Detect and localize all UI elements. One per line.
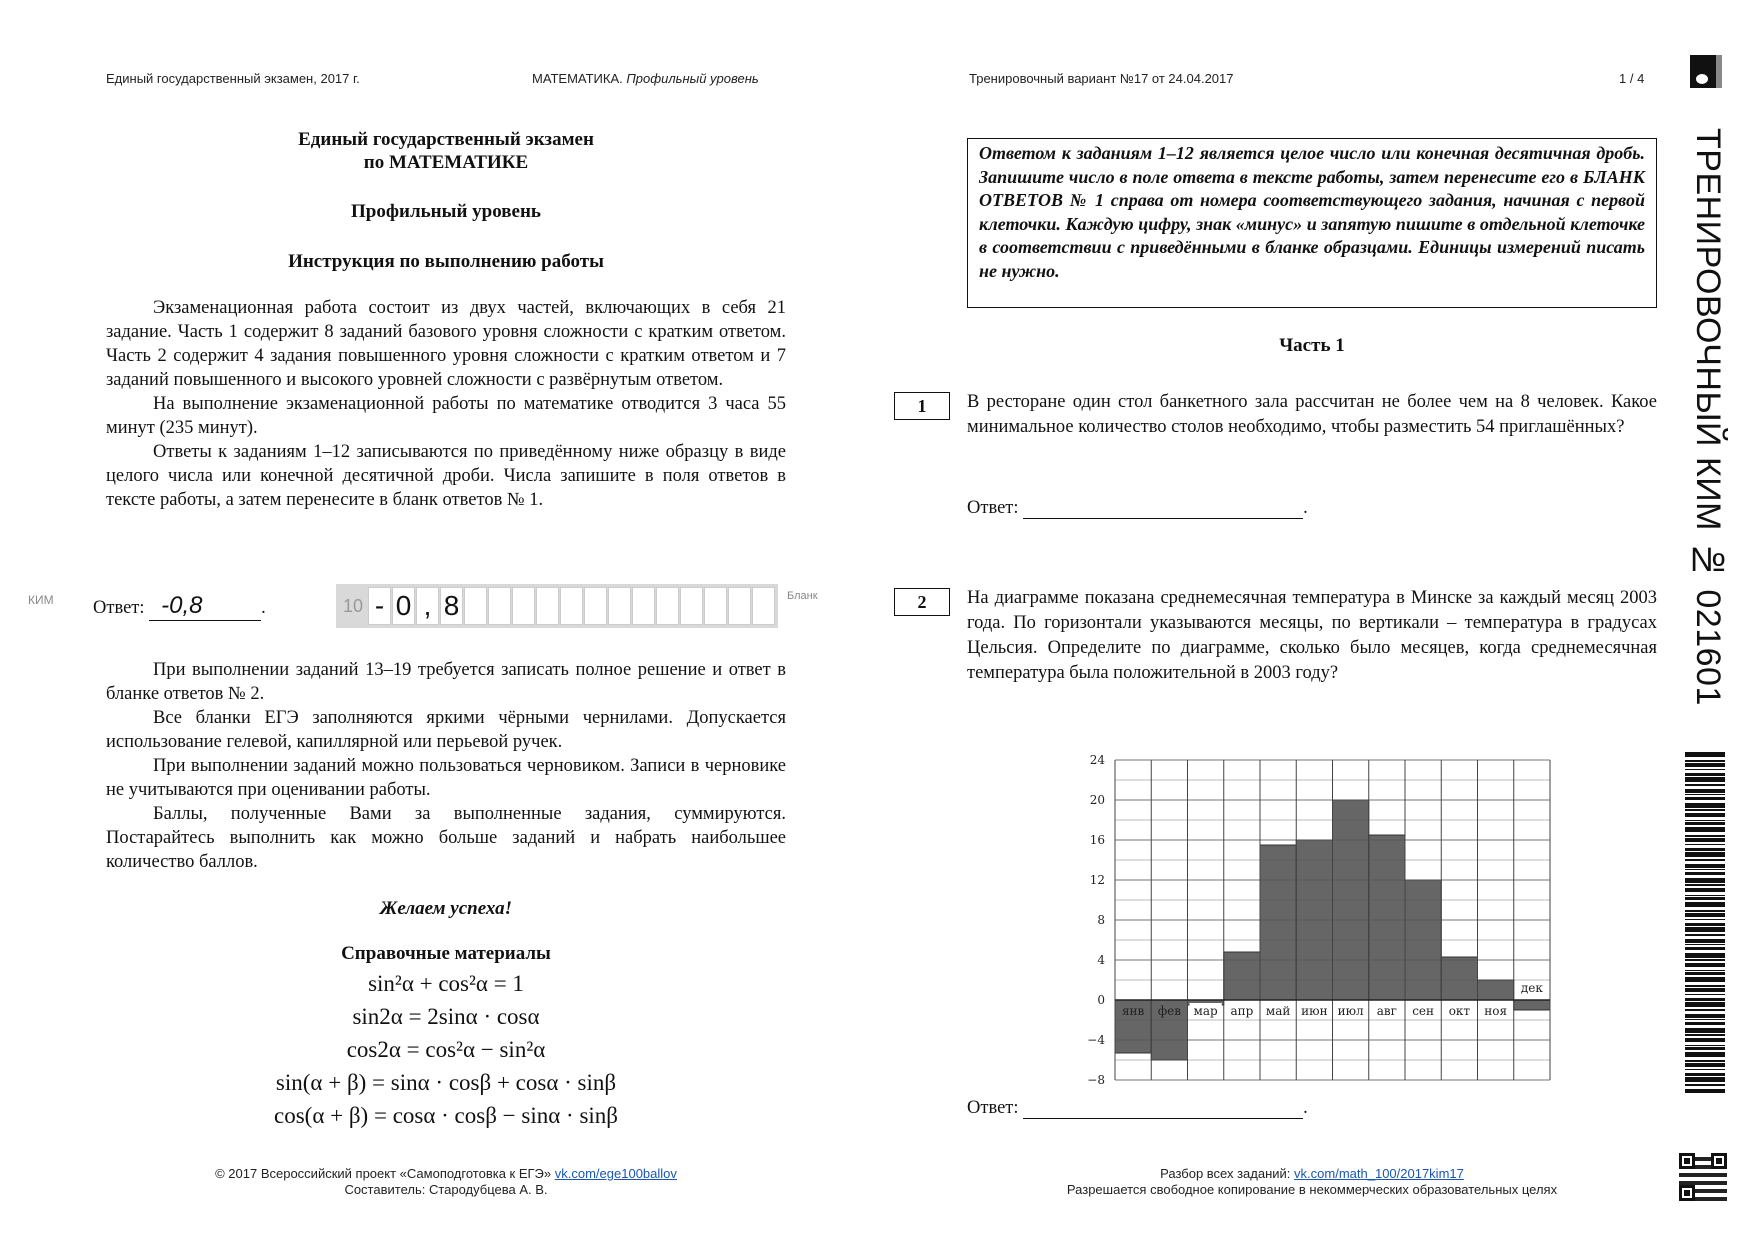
y-tick-label: 8 bbox=[1097, 913, 1105, 927]
blank-label: Бланк bbox=[787, 590, 818, 602]
month-label: апр bbox=[1230, 1004, 1254, 1018]
instructions-heading: Инструкция по выполнению работы bbox=[288, 251, 604, 272]
month-label: окт bbox=[1448, 1004, 1471, 1018]
y-tick-label: 4 bbox=[1097, 953, 1105, 967]
instructions-paragraph: На выполнение экзаменационной работы по математике отводится 3 часа 55 минут (235 минут). bbox=[106, 394, 786, 438]
answer-field-1[interactable] bbox=[1023, 498, 1303, 519]
page-number: 1 / 4 bbox=[1619, 71, 1645, 86]
footer-right bbox=[967, 1166, 1657, 1198]
chart-bar bbox=[1478, 980, 1514, 1000]
answer-form-cell bbox=[632, 587, 655, 625]
author-text: Составитель: Стародубцева А. В. bbox=[344, 1182, 548, 1197]
month-label: авг bbox=[1376, 1004, 1397, 1018]
y-tick-label: 16 bbox=[1089, 833, 1105, 847]
answer-form-cell: 0 bbox=[392, 587, 415, 625]
month-label: янв bbox=[1121, 1004, 1145, 1018]
header-subject-name: МАТЕМАТИКА. bbox=[532, 71, 623, 86]
instructions-paragraph: Экзаменационная работа состоит из двух частей, включающих в себя 21 задание. Часть 1 содержит 8 заданий базового уровня сложности с кратким ответом. Часть 2 содержит 4 задания повышенного уровня сложности с кратким ответом и 7 заданий повышенного и высокого уровней сложности с развёрнутым ответом. bbox=[106, 298, 786, 390]
sample-answer: Ответ: -0,8 . bbox=[93, 592, 266, 619]
sample-answer-value: -0,8 bbox=[161, 592, 203, 619]
answer-form-cell bbox=[656, 587, 679, 625]
answer-form-cell bbox=[584, 587, 607, 625]
sample-answer-label: Ответ: bbox=[93, 598, 145, 618]
chart-bar bbox=[1260, 845, 1296, 1000]
task-text-2: На диаграмме показана среднемесячная температура в Минске за каждый месяц 2003 года. По горизонтали указываются месяцы, по вертикали – температура в градусах Цельсия. Определите по диаграмме, сколько было месяцев, когда среднемесячная температура была положительной в 2003 году? bbox=[967, 588, 1657, 683]
header-subject bbox=[532, 71, 759, 86]
answer-form-cell bbox=[752, 587, 775, 625]
review-text: Разбор всех заданий: bbox=[1160, 1166, 1291, 1181]
answer-form-cell bbox=[488, 587, 511, 625]
month-label: июл bbox=[1337, 1004, 1364, 1018]
level-heading: Профильный уровень bbox=[351, 201, 541, 222]
sample-answer-line bbox=[149, 592, 261, 621]
task-answer-1: Ответ: . bbox=[967, 498, 1308, 518]
answer-form-cell: - bbox=[368, 587, 391, 625]
kim-label: КИМ bbox=[28, 593, 54, 607]
answer-form-cell bbox=[728, 587, 751, 625]
answer-form-cell bbox=[704, 587, 727, 625]
answer-field-2[interactable] bbox=[1023, 1098, 1303, 1119]
footer-right-line1 bbox=[967, 1166, 1657, 1182]
y-tick-label: 0 bbox=[1097, 993, 1105, 1007]
footer-left bbox=[106, 1166, 786, 1198]
instructions-paragraph: При выполнении заданий можно пользоваться черновиком. Записи в черновике не учитываются при оценивании работы. bbox=[106, 756, 786, 800]
chart-bar bbox=[1514, 1000, 1550, 1010]
y-tick-label: 24 bbox=[1089, 753, 1105, 767]
answer-form-cell: , bbox=[416, 587, 439, 625]
reference-formulas bbox=[106, 967, 786, 1132]
doc-title bbox=[106, 128, 786, 174]
part-title: Часть 1 bbox=[1279, 335, 1345, 356]
corner-marker-icon bbox=[1690, 55, 1716, 88]
license-text: Разрешается свободное копирование в некоммерческих образовательных целях bbox=[1066, 1182, 1558, 1197]
task-number-1: 1 bbox=[894, 392, 950, 420]
month-label: май bbox=[1265, 1004, 1291, 1018]
wish-text: Желаем успеха! bbox=[379, 898, 513, 919]
instructions-block-2 bbox=[106, 658, 786, 874]
month-label: дек bbox=[1520, 981, 1543, 995]
answer-form-sample bbox=[336, 584, 778, 628]
answer-form-cell bbox=[536, 587, 559, 625]
instructions-paragraph: Ответы к заданиям 1–12 записываются по приведённому ниже образцу в виде целого числа или конечной десятичной дроби. Числа запишите в поля ответов в тексте работы, а затем перенесите в бланк ответов № 1. bbox=[106, 442, 786, 510]
instructions-block-1 bbox=[106, 296, 786, 512]
vk-link-math100[interactable]: vk.com/math_100/2017kim17 bbox=[1294, 1166, 1464, 1181]
vertical-kim-title: ТРЕНИРОВОЧНЫЙ КИМ № 021601 bbox=[1689, 128, 1727, 706]
formula: cos(α + β) = cosα · cosβ − sinα · sinβ bbox=[274, 1103, 618, 1128]
formula: sin(α + β) = sinα · cosβ + cosα · sinβ bbox=[275, 1070, 617, 1095]
doc-title-line1: Единый государственный экзамен bbox=[298, 129, 594, 150]
answer-form-cell bbox=[512, 587, 535, 625]
instructions-paragraph: При выполнении заданий 13–19 требуется записать полное решение и ответ в бланке ответов № 2. bbox=[106, 660, 786, 704]
answer-form-cell bbox=[560, 587, 583, 625]
header-exam-name: Единый государственный экзамен, 2017 г. bbox=[106, 71, 360, 86]
y-tick-label: −8 bbox=[1087, 1073, 1105, 1087]
month-label: мар bbox=[1193, 1004, 1218, 1018]
instructions-paragraph: Баллы, полученные Вами за выполненные задания, суммируются. Постарайтесь выполнить как можно больше заданий и набрать наибольшее количество баллов. bbox=[106, 804, 786, 872]
task-number-2: 2 bbox=[894, 588, 950, 616]
task-answer-2: Ответ: . bbox=[967, 1098, 1308, 1118]
y-tick-label: 12 bbox=[1089, 873, 1105, 887]
barcode-icon bbox=[1683, 752, 1727, 1097]
formula: cos2α = cos²α − sin²α bbox=[346, 1037, 546, 1062]
answer-form-cell bbox=[680, 587, 703, 625]
answer-form-cell bbox=[608, 587, 631, 625]
answer-label: Ответ: bbox=[967, 498, 1019, 518]
chart-bar bbox=[1224, 952, 1260, 1000]
copyright-text: © 2017 Всероссийский проект «Самоподготовка к ЕГЭ» bbox=[215, 1166, 552, 1181]
header-subject-level: Профильный уровень bbox=[626, 71, 759, 86]
month-label: ноя bbox=[1484, 1004, 1508, 1018]
month-label: июн bbox=[1301, 1004, 1328, 1018]
formula: sin²α + cos²α = 1 bbox=[368, 971, 524, 996]
vk-link-ege100ballov[interactable]: vk.com/ege100ballov bbox=[554, 1166, 677, 1181]
answer-label: Ответ: bbox=[967, 1098, 1019, 1118]
answer-form-cell: 8 bbox=[440, 587, 463, 625]
footer-left-line1 bbox=[106, 1166, 786, 1182]
answer-form-label: 10 bbox=[342, 595, 364, 616]
formula: sin2α = 2sinα · cosα bbox=[352, 1004, 540, 1029]
qr-code-icon bbox=[1678, 1152, 1728, 1202]
y-tick-label: −4 bbox=[1087, 1033, 1105, 1047]
task-text-1: В ресторане один стол банкетного зала рассчитан не более чем на 8 человек. Какое минимальное количество столов необходимо, чтобы разместить 54 приглашённых? bbox=[967, 392, 1657, 437]
temperature-chart bbox=[1060, 745, 1560, 1095]
answer-instructions-box: Ответом к заданиям 1–12 является целое число или конечная десятичная дробь. Запишите число в поле ответа в тексте работы, затем перенесите его в БЛАНК ОТВЕТОВ № 1 справа от номера соответствующего задания, начиная с первой клеточки. Каждую цифру, знак «минус» и запятую пишите в отдельной клеточке в соответствии с приведёнными в бланке образцами. Единицы измерений писать не нужно. bbox=[967, 138, 1657, 308]
month-label: фев bbox=[1157, 1004, 1181, 1018]
header-variant: Тренировочный вариант №17 от 24.04.2017 bbox=[969, 71, 1234, 86]
doc-title-line2: по МАТЕМАТИКЕ bbox=[363, 152, 529, 173]
answer-form-cell bbox=[464, 587, 487, 625]
month-label: сен bbox=[1412, 1004, 1435, 1018]
reference-heading: Справочные материалы bbox=[341, 943, 551, 964]
chart-bar bbox=[1441, 957, 1477, 1000]
y-tick-label: 20 bbox=[1089, 793, 1105, 807]
instructions-paragraph: Все бланки ЕГЭ заполняются яркими чёрными чернилами. Допускается использование гелевой, капиллярной или перьевой ручек. bbox=[106, 708, 786, 752]
